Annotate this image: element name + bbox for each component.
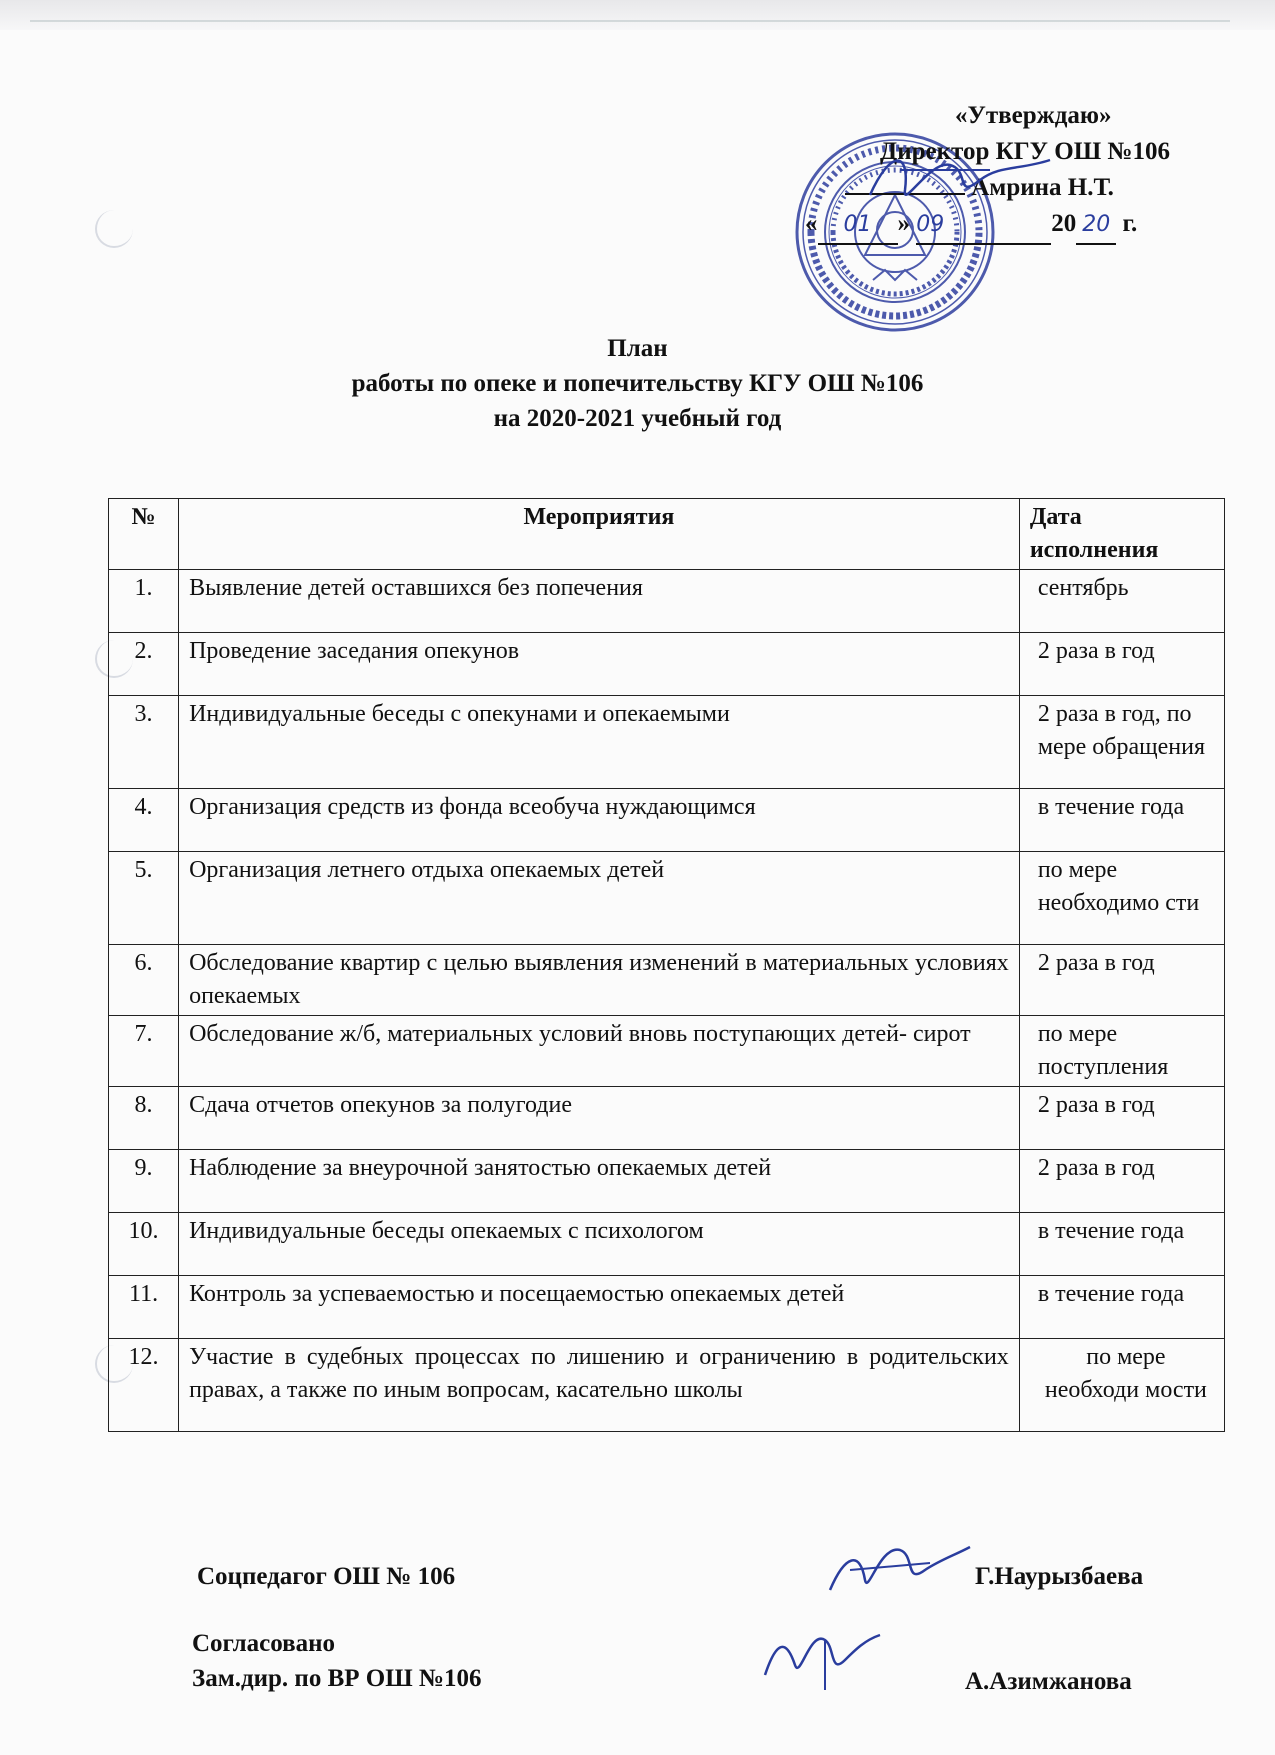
approval-director: Директор КГУ ОШ №106	[880, 138, 1171, 165]
table-row	[109, 1150, 1225, 1213]
table-row	[109, 789, 1225, 852]
approval-year-suffix: г.	[1122, 210, 1138, 237]
row-event: Обследование ж/б, материальных условий вновь поступающих детей- сирот	[179, 1016, 1020, 1087]
scan-artifact-line	[30, 20, 1230, 22]
director-signature	[860, 140, 1060, 220]
table-row	[109, 570, 1225, 633]
socped-signature	[820, 1535, 980, 1605]
row-event: Индивидуальные беседы опекаемых с психологом	[179, 1213, 1020, 1276]
plan-title: План	[607, 335, 668, 362]
row-event: Выявление детей оставшихся без попечения	[179, 570, 1020, 633]
row-date: 2 раза в год	[1019, 945, 1224, 1016]
row-number: 12.	[109, 1339, 179, 1432]
row-number: 10.	[109, 1213, 179, 1276]
row-number: 1.	[109, 570, 179, 633]
row-event: Контроль за успеваемостью и посещаемостью опекаемых детей	[179, 1276, 1020, 1339]
table-row	[109, 1276, 1225, 1339]
row-date: в течение года	[1019, 1276, 1224, 1339]
approval-heading: «Утверждаю»	[955, 102, 1112, 129]
row-event: Наблюдение за внеурочной занятостью опекаемых детей	[179, 1150, 1020, 1213]
header-date: Дата исполнения	[1019, 499, 1224, 570]
scan-edge	[0, 0, 1275, 30]
row-event: Обследование квартир с целью выявления изменений в материальных условиях опекаемых	[179, 945, 1020, 1016]
approval-name: Амрина Н.Т.	[971, 174, 1114, 201]
row-date: 2 раза в год	[1019, 1087, 1224, 1150]
row-date: 2 раза в год, по мере обращения	[1019, 696, 1224, 789]
approval-day: 01	[843, 212, 872, 237]
row-date: в течение года	[1019, 1213, 1224, 1276]
plan-period: на 2020-2021 учебный год	[493, 405, 782, 432]
row-number: 11.	[109, 1276, 179, 1339]
header-number: №	[109, 499, 179, 570]
row-event: Организация средств из фонда всеобуча нуждающимся	[179, 789, 1020, 852]
row-number: 5.	[109, 852, 179, 945]
approval-year: 20	[1082, 212, 1111, 237]
row-event: Участие в судебных процессах по лишению и ограничению в родительских правах, а также по иным вопросам, касательно школы	[179, 1339, 1020, 1432]
row-event: Проведение заседания опекунов	[179, 633, 1020, 696]
row-number: 3.	[109, 696, 179, 789]
row-date: 2 раза в год	[1019, 1150, 1224, 1213]
row-date: по мере необходимо сти	[1019, 852, 1224, 945]
table-row	[109, 1339, 1225, 1432]
approval-date-line: « 01 » 09 20 20 г.	[745, 206, 1215, 245]
row-date: 2 раза в год	[1019, 633, 1224, 696]
row-event: Индивидуальные беседы с опекунами и опекаемыми	[179, 696, 1020, 789]
approval-month: 09	[916, 212, 945, 237]
socped-name: Г.Наурызбаева	[975, 1563, 1144, 1590]
plan-table	[108, 498, 1225, 1432]
deputy-signature	[755, 1615, 895, 1695]
punch-hole-mark	[95, 210, 133, 248]
table-row	[109, 945, 1225, 1016]
table-row	[109, 1213, 1225, 1276]
plan-subtitle: работы по опеке и попечительству КГУ ОШ №106	[351, 370, 924, 397]
row-number: 4.	[109, 789, 179, 852]
agreed-label: Согласовано	[192, 1630, 336, 1657]
row-date: сентябрь	[1019, 570, 1224, 633]
table-row	[109, 1016, 1225, 1087]
row-number: 2.	[109, 633, 179, 696]
table-row	[109, 633, 1225, 696]
socped-title: Соцпедагог ОШ № 106	[197, 1563, 456, 1590]
table-row	[109, 1087, 1225, 1150]
row-number: 9.	[109, 1150, 179, 1213]
table-row	[109, 696, 1225, 789]
deputy-name: А.Азимжанова	[965, 1668, 1132, 1695]
deputy-title: Зам.дир. по ВР ОШ №106	[192, 1665, 482, 1692]
row-date: в течение года	[1019, 789, 1224, 852]
header-events: Мероприятия	[179, 499, 1020, 570]
table-row	[109, 852, 1225, 945]
table-header-row	[109, 499, 1225, 570]
row-event: Сдача отчетов опекунов за полугодие	[179, 1087, 1020, 1150]
row-number: 6.	[109, 945, 179, 1016]
row-date: по мере необходи мости	[1019, 1339, 1224, 1432]
row-event: Организация летнего отдыха опекаемых детей	[179, 852, 1020, 945]
row-date: по мере поступления	[1019, 1016, 1224, 1087]
row-number: 7.	[109, 1016, 179, 1087]
approval-year-prefix: 20	[1051, 210, 1077, 237]
row-number: 8.	[109, 1087, 179, 1150]
